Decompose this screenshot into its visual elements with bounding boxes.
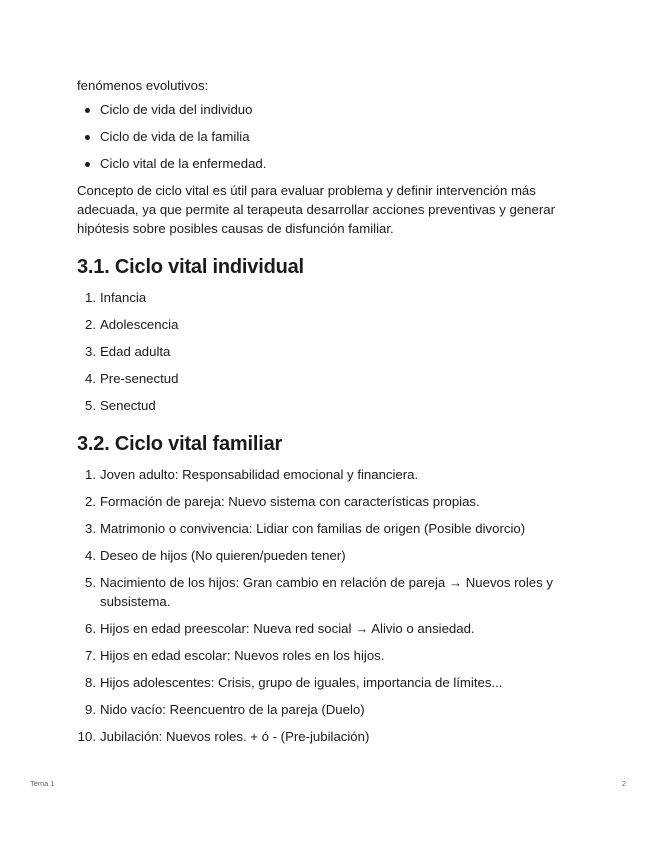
family-cycle-list bbox=[77, 465, 587, 746]
list-text: Matrimonio o convivencia: Lidiar con familias de origen (Posible divorcio) bbox=[100, 521, 526, 536]
bullet-text: Ciclo vital de la enfermedad. bbox=[100, 156, 267, 171]
list-number: 1. bbox=[85, 467, 96, 482]
list-text: Adolescencia bbox=[100, 317, 179, 332]
list-text: Joven adulto: Responsabilidad emocional y financiera. bbox=[100, 467, 419, 482]
list-text: Deseo de hijos (No quieren/pueden tener) bbox=[100, 548, 346, 563]
bullet-dot-icon bbox=[85, 162, 90, 167]
document-body bbox=[77, 76, 587, 762]
list-text: Nacimiento de los hijos: Gran cambio en relación de pareja → Nuevos roles y subsistema. bbox=[100, 575, 553, 609]
bullet-text: Ciclo de vida de la familia bbox=[100, 129, 250, 144]
footer-chapter-label: Tema 1 bbox=[30, 779, 55, 788]
list-number: 1. bbox=[85, 290, 96, 305]
section-heading-individual: 3.1. Ciclo vital individual bbox=[77, 256, 304, 278]
list-text: Nido vacío: Reencuentro de la pareja (Duelo) bbox=[100, 702, 365, 717]
list-number: 6. bbox=[85, 621, 96, 636]
list-number: 3. bbox=[85, 344, 96, 359]
list-text: Hijos en edad escolar: Nuevos roles en los hijos. bbox=[100, 648, 385, 663]
list-number: 4. bbox=[85, 371, 96, 386]
list-item bbox=[77, 573, 587, 611]
list-number: 2. bbox=[85, 494, 96, 509]
list-number: 9. bbox=[85, 702, 96, 717]
concept-paragraph: Concepto de ciclo vital es útil para evaluar problema y definir intervención más adecuada, ya que permite al terapeuta desarrollar acciones preventivas y generar hipótesis sobre posibles causas de disfunción familiar. bbox=[77, 183, 555, 236]
list-number: 2. bbox=[85, 317, 96, 332]
list-item bbox=[77, 492, 587, 511]
list-item bbox=[77, 646, 587, 665]
list-text: Senectud bbox=[100, 398, 156, 413]
list-number: 5. bbox=[85, 398, 96, 413]
list-text: Hijos adolescentes: Crisis, grupo de iguales, importancia de límites... bbox=[100, 675, 503, 690]
list-text: Jubilación: Nuevos roles. + ó - (Pre-jubilación) bbox=[100, 729, 370, 744]
bullet-item bbox=[77, 154, 587, 173]
list-number: 7. bbox=[85, 648, 96, 663]
bullet-text: Ciclo de vida del individuo bbox=[100, 102, 253, 117]
list-number: 4. bbox=[85, 548, 96, 563]
individual-cycle-list bbox=[77, 288, 587, 415]
list-item bbox=[77, 727, 587, 746]
list-number: 5. bbox=[85, 575, 96, 590]
list-item bbox=[77, 700, 587, 719]
list-item bbox=[77, 519, 587, 538]
section-heading-family: 3.2. Ciclo vital familiar bbox=[77, 433, 283, 455]
bullet-dot-icon bbox=[85, 108, 90, 113]
list-item bbox=[77, 619, 587, 638]
list-text: Formación de pareja: Nuevo sistema con características propias. bbox=[100, 494, 480, 509]
bullet-item bbox=[77, 100, 587, 119]
list-number: 8. bbox=[85, 675, 96, 690]
bullet-dot-icon bbox=[85, 135, 90, 140]
list-item bbox=[77, 673, 587, 692]
list-text: Pre-senectud bbox=[100, 371, 179, 386]
list-item bbox=[77, 288, 587, 307]
list-item bbox=[77, 546, 587, 565]
list-item bbox=[77, 465, 587, 484]
bullet-list bbox=[77, 100, 587, 173]
bullet-item bbox=[77, 127, 587, 146]
list-item bbox=[77, 369, 587, 388]
footer-page-number: 2 bbox=[621, 779, 626, 788]
list-number: 10. bbox=[77, 729, 96, 744]
list-item bbox=[77, 342, 587, 361]
intro-text: fenómenos evolutivos: bbox=[77, 78, 209, 93]
list-item bbox=[77, 396, 587, 415]
list-text: Hijos en edad preescolar: Nueva red social → Alivio o ansiedad. bbox=[100, 621, 475, 636]
list-text: Edad adulta bbox=[100, 344, 171, 359]
list-text: Infancia bbox=[100, 290, 147, 305]
list-number: 3. bbox=[85, 521, 96, 536]
list-item bbox=[77, 315, 587, 334]
